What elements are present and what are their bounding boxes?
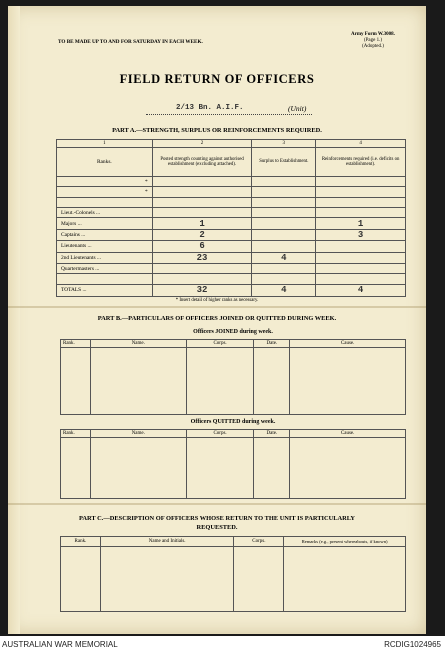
reinforcements-cell: 3 bbox=[316, 229, 406, 240]
col-number: 2 bbox=[152, 140, 252, 148]
table-row bbox=[57, 241, 406, 252]
header-remarks: Remarks (e.g., present whereabouts, if known) bbox=[284, 537, 406, 547]
form-number: Army Form W.3008. bbox=[351, 32, 395, 37]
joined-title: Officers JOINED during week. bbox=[193, 329, 273, 335]
document-page bbox=[8, 6, 426, 634]
header-rank: Rank. bbox=[61, 537, 101, 547]
reinforcements-cell: 1 bbox=[316, 218, 406, 229]
totals-label: TOTALS ... bbox=[57, 284, 153, 296]
rank-label bbox=[57, 197, 153, 207]
form-page: (Page 1.) bbox=[363, 38, 383, 43]
part-c-heading-1: PART C.—DESCRIPTION OF OFFICERS WHOSE RETURN TO THE UNIT IS PARTICULARLY bbox=[78, 515, 355, 522]
totals-reinforcements: 4 bbox=[316, 284, 406, 296]
surplus-cell: 4 bbox=[252, 252, 316, 263]
joined-table bbox=[60, 339, 406, 415]
header-name-initials: Name and Initials. bbox=[100, 537, 234, 547]
header-date: Date. bbox=[254, 430, 290, 438]
table-row bbox=[57, 252, 406, 263]
rank-label: Quartermasters ... bbox=[57, 263, 153, 273]
part-b-heading: PART B.—PARTICULARS OF OFFICERS JOINED OR QUITTED DURING WEEK. bbox=[97, 315, 337, 322]
table-row bbox=[57, 229, 406, 240]
posted-cell bbox=[152, 274, 252, 284]
header-row bbox=[61, 340, 406, 348]
reinforcements-cell bbox=[316, 197, 406, 207]
totals-surplus: 4 bbox=[252, 284, 316, 296]
surplus-cell bbox=[252, 208, 316, 218]
header-corps: Corps. bbox=[186, 430, 254, 438]
header-rank: Rank. bbox=[61, 430, 91, 438]
table-row bbox=[57, 218, 406, 229]
rank-label: Majors ... bbox=[57, 218, 153, 229]
header-row bbox=[61, 430, 406, 438]
header-date: Date. bbox=[254, 340, 290, 348]
rank-label bbox=[57, 274, 153, 284]
surplus-cell bbox=[252, 218, 316, 229]
footer-id: RCDIG1024965 bbox=[384, 640, 441, 649]
table-row bbox=[57, 274, 406, 284]
table-row bbox=[61, 438, 406, 499]
table-row: * bbox=[57, 187, 406, 197]
unit-value: 2/13 Bn. A.I.F. bbox=[176, 104, 244, 112]
surplus-cell bbox=[252, 197, 316, 207]
reinforcements-cell bbox=[316, 177, 406, 187]
surplus-cell bbox=[252, 187, 316, 197]
surplus-cell bbox=[252, 241, 316, 252]
posted-cell bbox=[152, 208, 252, 218]
rank-label: Captains ... bbox=[57, 229, 153, 240]
posted-cell bbox=[152, 263, 252, 273]
posted-cell: 6 bbox=[152, 241, 252, 252]
header-cause: Cause. bbox=[290, 430, 406, 438]
reinforcements-cell bbox=[316, 274, 406, 284]
fold-crease bbox=[8, 306, 426, 308]
page-title: FIELD RETURN OF OFFICERS bbox=[119, 72, 315, 86]
reinforcements-cell bbox=[316, 208, 406, 218]
table-row: * bbox=[57, 177, 406, 187]
unit-line bbox=[146, 114, 312, 115]
header-surplus: Surplus to Establishment. bbox=[252, 148, 316, 177]
table-row bbox=[61, 348, 406, 415]
footnote: * Insert detail of higher ranks as necessary. bbox=[175, 298, 259, 303]
part-c-heading-2: REQUESTED. bbox=[196, 524, 238, 531]
header-rank: Rank. bbox=[61, 340, 91, 348]
posted-cell bbox=[152, 197, 252, 207]
header-posted: Posted strength counting against authorised establishment (excluding attached). bbox=[152, 148, 252, 177]
part-a-table bbox=[56, 139, 406, 297]
header-row bbox=[61, 537, 406, 547]
surplus-cell bbox=[252, 229, 316, 240]
totals-row bbox=[57, 284, 406, 296]
part-c-table bbox=[60, 536, 406, 612]
rank-label: Lieutenants ... bbox=[57, 241, 153, 252]
fold-crease bbox=[8, 503, 426, 505]
part-a-heading: PART A.—STRENGTH, SURPLUS OR REINFORCEMENTS REQUIRED. bbox=[112, 127, 322, 134]
header-row bbox=[57, 148, 406, 177]
table-row bbox=[57, 208, 406, 218]
surplus-cell bbox=[252, 274, 316, 284]
unit-label: (Unit) bbox=[288, 104, 307, 113]
col-number: 4 bbox=[316, 140, 406, 148]
header-name: Name. bbox=[90, 430, 186, 438]
surplus-cell bbox=[252, 177, 316, 187]
header-reinforcements: Reinforcements required (i.e. deficits on establishment). bbox=[316, 148, 406, 177]
posted-cell: 2 bbox=[152, 229, 252, 240]
table-row bbox=[57, 263, 406, 273]
header-ranks: Ranks. bbox=[57, 148, 153, 177]
surplus-cell bbox=[252, 263, 316, 273]
posted-cell: 23 bbox=[152, 252, 252, 263]
form-adopted: (Adopted.) bbox=[362, 44, 384, 49]
rank-label: 2nd Lieutenants ... bbox=[57, 252, 153, 263]
column-number-row bbox=[57, 140, 406, 148]
reinforcements-cell bbox=[316, 263, 406, 273]
reinforcements-cell bbox=[316, 252, 406, 263]
posted-cell: 1 bbox=[152, 218, 252, 229]
reinforcements-cell bbox=[316, 241, 406, 252]
footer-bar bbox=[0, 636, 445, 653]
table-row bbox=[61, 547, 406, 612]
header-corps: Corps. bbox=[186, 340, 254, 348]
form-number-block bbox=[338, 32, 408, 50]
header-cause: Cause. bbox=[290, 340, 406, 348]
header-instruction: TO BE MADE UP TO AND FOR SATURDAY IN EACH WEEK. bbox=[58, 39, 203, 45]
col-number: 1 bbox=[57, 140, 153, 148]
footer-credit: AUSTRALIAN WAR MEMORIAL bbox=[2, 640, 118, 649]
totals-posted: 32 bbox=[152, 284, 252, 296]
header-corps: Corps. bbox=[234, 537, 284, 547]
header-name: Name. bbox=[90, 340, 186, 348]
table-row bbox=[57, 197, 406, 207]
posted-cell bbox=[152, 187, 252, 197]
posted-cell bbox=[152, 177, 252, 187]
reinforcements-cell bbox=[316, 187, 406, 197]
rank-label: Lieut.-Colonels ... bbox=[57, 208, 153, 218]
quitted-title: Officers QUITTED during week. bbox=[190, 419, 276, 425]
col-number: 3 bbox=[252, 140, 316, 148]
quitted-table bbox=[60, 429, 406, 499]
